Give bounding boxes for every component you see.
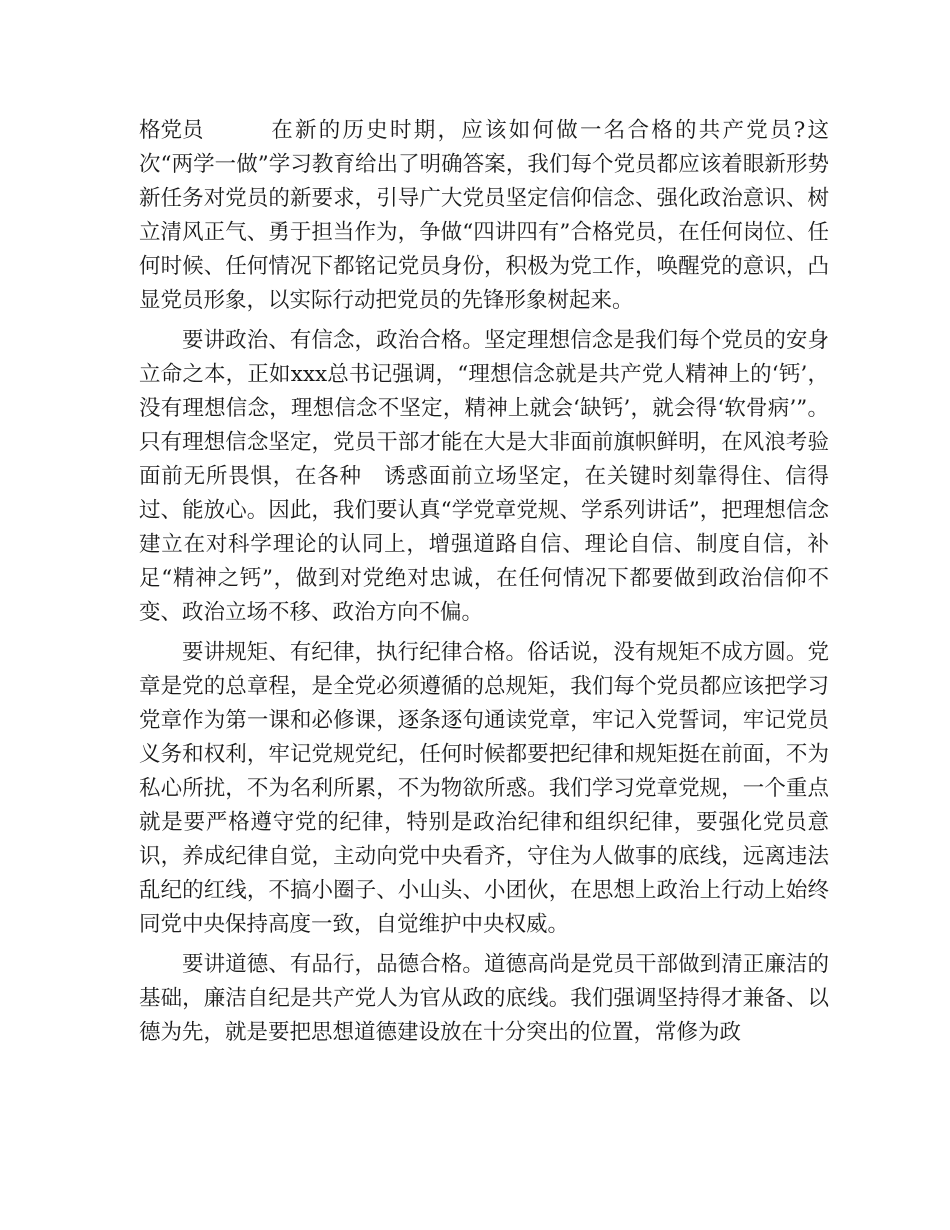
intro-lead: 格党员 — [139, 118, 204, 143]
intro-text: 在新的历史时期，应该如何做一名合格的共产党员?这次“两学一做”学习教育给出了明确答案，我们每个党员都应该着眼新形势新任务对党员的新要求，引导广大党员坚定信仰信念、强化政治意识、树立清风正气、勇于担当作为，争做“四讲四有”合格党员，在任何岗位、任何时候、任何情况下都铭记党员身份，积极为党工作，唤醒党的意识，凸显党员形象，以实际行动把党员的先锋形象树起来。 — [139, 118, 829, 313]
document-body — [139, 114, 829, 1056]
paragraph-discipline: 要讲规矩、有纪律，执行纪律合格。俗话说，没有规矩不成方圆。党章是党的总章程，是全党必须遵循的总规矩，我们每个党员都应该把学习党章作为第一课和必修课，逐条逐句通读党章，牢记入党誓词，牢记党员义务和权利，牢记党规党纪，任何时候都要把纪律和规矩挺在前面，不为私心所扰，不为名利所累，不为物欲所惑。我们学习党章党规，一个重点就是要严格遵守党的纪律，特别是政治纪律和组织纪律，要强化党员意识，养成纪律自觉，主动向党中央看齐，守住为人做事的底线，远离违法乱纪的红线，不搞小圈子、小山头、小团伙，在思想上政治上行动上始终同党中央保持高度一致，自觉维护中央权威。 — [139, 640, 829, 937]
paragraph-morality: 要讲道德、有品行，品德合格。道德高尚是党员干部做到清正廉洁的基础，廉洁自纪是共产党人为官从政的底线。我们强调坚持得才兼备、以德为先，就是要把思想道德建设放在十分突出的位置，常修为政 — [139, 952, 829, 1045]
intro-paragraph — [139, 114, 829, 318]
paragraph-politics: 要讲政治、有信念，政治合格。坚定理想信念是我们每个党员的安身立命之本，正如xxx总书记强调，“理想信念就是共产党人精神上的‘钙’，没有理想信念，理想信念不坚定，精神上就会‘缺钙’，就会得‘软骨病’”。只有理想信念坚定，党员干部才能在大是大非面前旗帜鲜明，在风浪考验面前无所畏惧，在各种 诱惑面前立场坚定，在关键时刻靠得住、信得过、能放心。因此，我们要认真“学党章党规、学系列讲话”，把理想信念建立在对科学理论的认同上，增强道路自信、理论自信、制度自信，补足“精神之钙”，做到对党绝对忠诚，在任何情况下都要做到政治信仰不变、政治立场不移、政治方向不偏。 — [139, 328, 829, 625]
